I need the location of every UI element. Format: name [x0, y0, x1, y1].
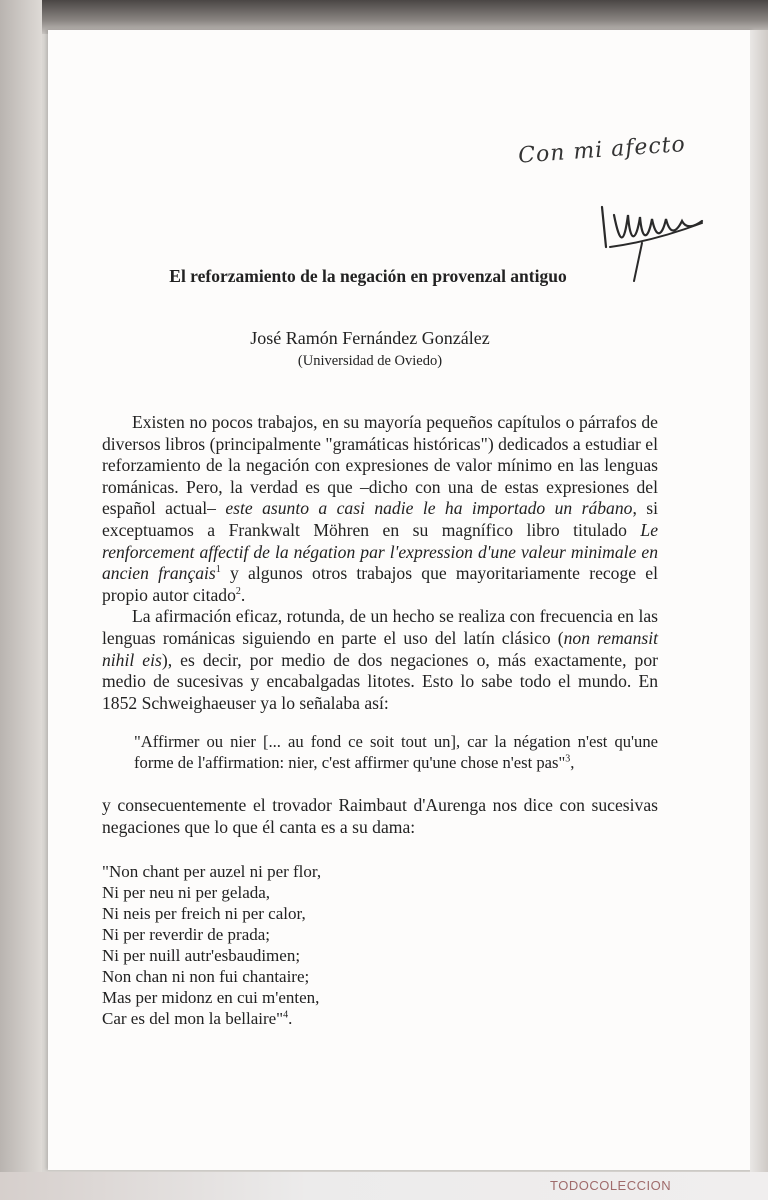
poem-line: Ni per nuill autr'esbaudimen; [102, 945, 301, 965]
poem-block [102, 861, 658, 1029]
poem-line: Non chan ni non fui chantaire; [102, 966, 310, 986]
footnote-ref-4[interactable]: 4 [283, 1008, 289, 1020]
poem-line: Ni per reverdir de prada; [102, 924, 271, 944]
article-title: El reforzamiento de la negación en provenzal antiguo [169, 266, 567, 286]
paragraph-2: La afirmación eficaz, rotunda, de un hecho se realiza con frecuencia en las lenguas románicas siguiendo en parte el uso del latín clásico (non remansit nihil eis), es decir, por medio de dos negaciones o, más exactamente, por medio de sucesivas y encabalgadas litotes. Esto lo sabe todo el mundo. En 1852 Schweighaeuser ya lo señalaba así: [102, 606, 658, 713]
scan-left-edge [0, 0, 42, 1200]
scan-top-shadow [0, 0, 768, 34]
poem-line: "Non chant per auzel ni per flor, [102, 861, 322, 881]
poem-line: Ni neis per freich ni per calor, [102, 903, 306, 923]
author-affiliation: (Universidad de Oviedo) [297, 353, 443, 369]
footnote-ref-2[interactable]: 2 [235, 585, 241, 597]
poem-line: Car es del mon la bellaire"$^4$. [102, 1008, 293, 1028]
footnote-ref-1[interactable]: 1 [215, 564, 221, 576]
poem-line: Mas per midonz en cui m'enten, [102, 987, 320, 1007]
poem-line: Ni per neu ni per gelada, [102, 882, 271, 902]
article-body [102, 412, 658, 1029]
page-right-edge [750, 30, 768, 1172]
handwritten-inscription: Con mi afecto [517, 131, 687, 169]
paragraph-3: y consecuentemente el trovador Raimbaut d'Aurenga nos dice con sucesivas negaciones que lo que él canta es a su dama: [102, 795, 658, 837]
footnote-ref-3[interactable]: 3 [565, 753, 571, 765]
block-quote: "Affirmer ou nier [... au fond ce soit tout un], car la négation n'est qu'une forme de l'affirmation: nier, c'est affirmer qu'une chose n'est pas"$^3$, [134, 732, 658, 772]
author-name: José Ramón Fernández González [250, 328, 490, 348]
watermark-text: TODOCOLECCION [550, 1178, 672, 1193]
paragraph-1: Existen no pocos trabajos, en su mayoría pequeños capítulos o párrafos de diversos libros (principalmente "gramáticas históricas") dedicados a estudiar el reforzamiento de la negación con expresiones de valor mínimo en las lenguas románicas. Pero, la verdad es que –dicho con una de estas expresiones del español actual– este asunto a casi nadie le ha importado un rábano, si exceptuamos a Frankwalt Möhren en su magnífico libro titulado Le renforcement affectif de la négation par l'expression d'une valeur minimale en ancien français$^1$ y algunos otros trabajos que mayoritariamente recoge el propio autor citado$^2$. [102, 412, 659, 605]
